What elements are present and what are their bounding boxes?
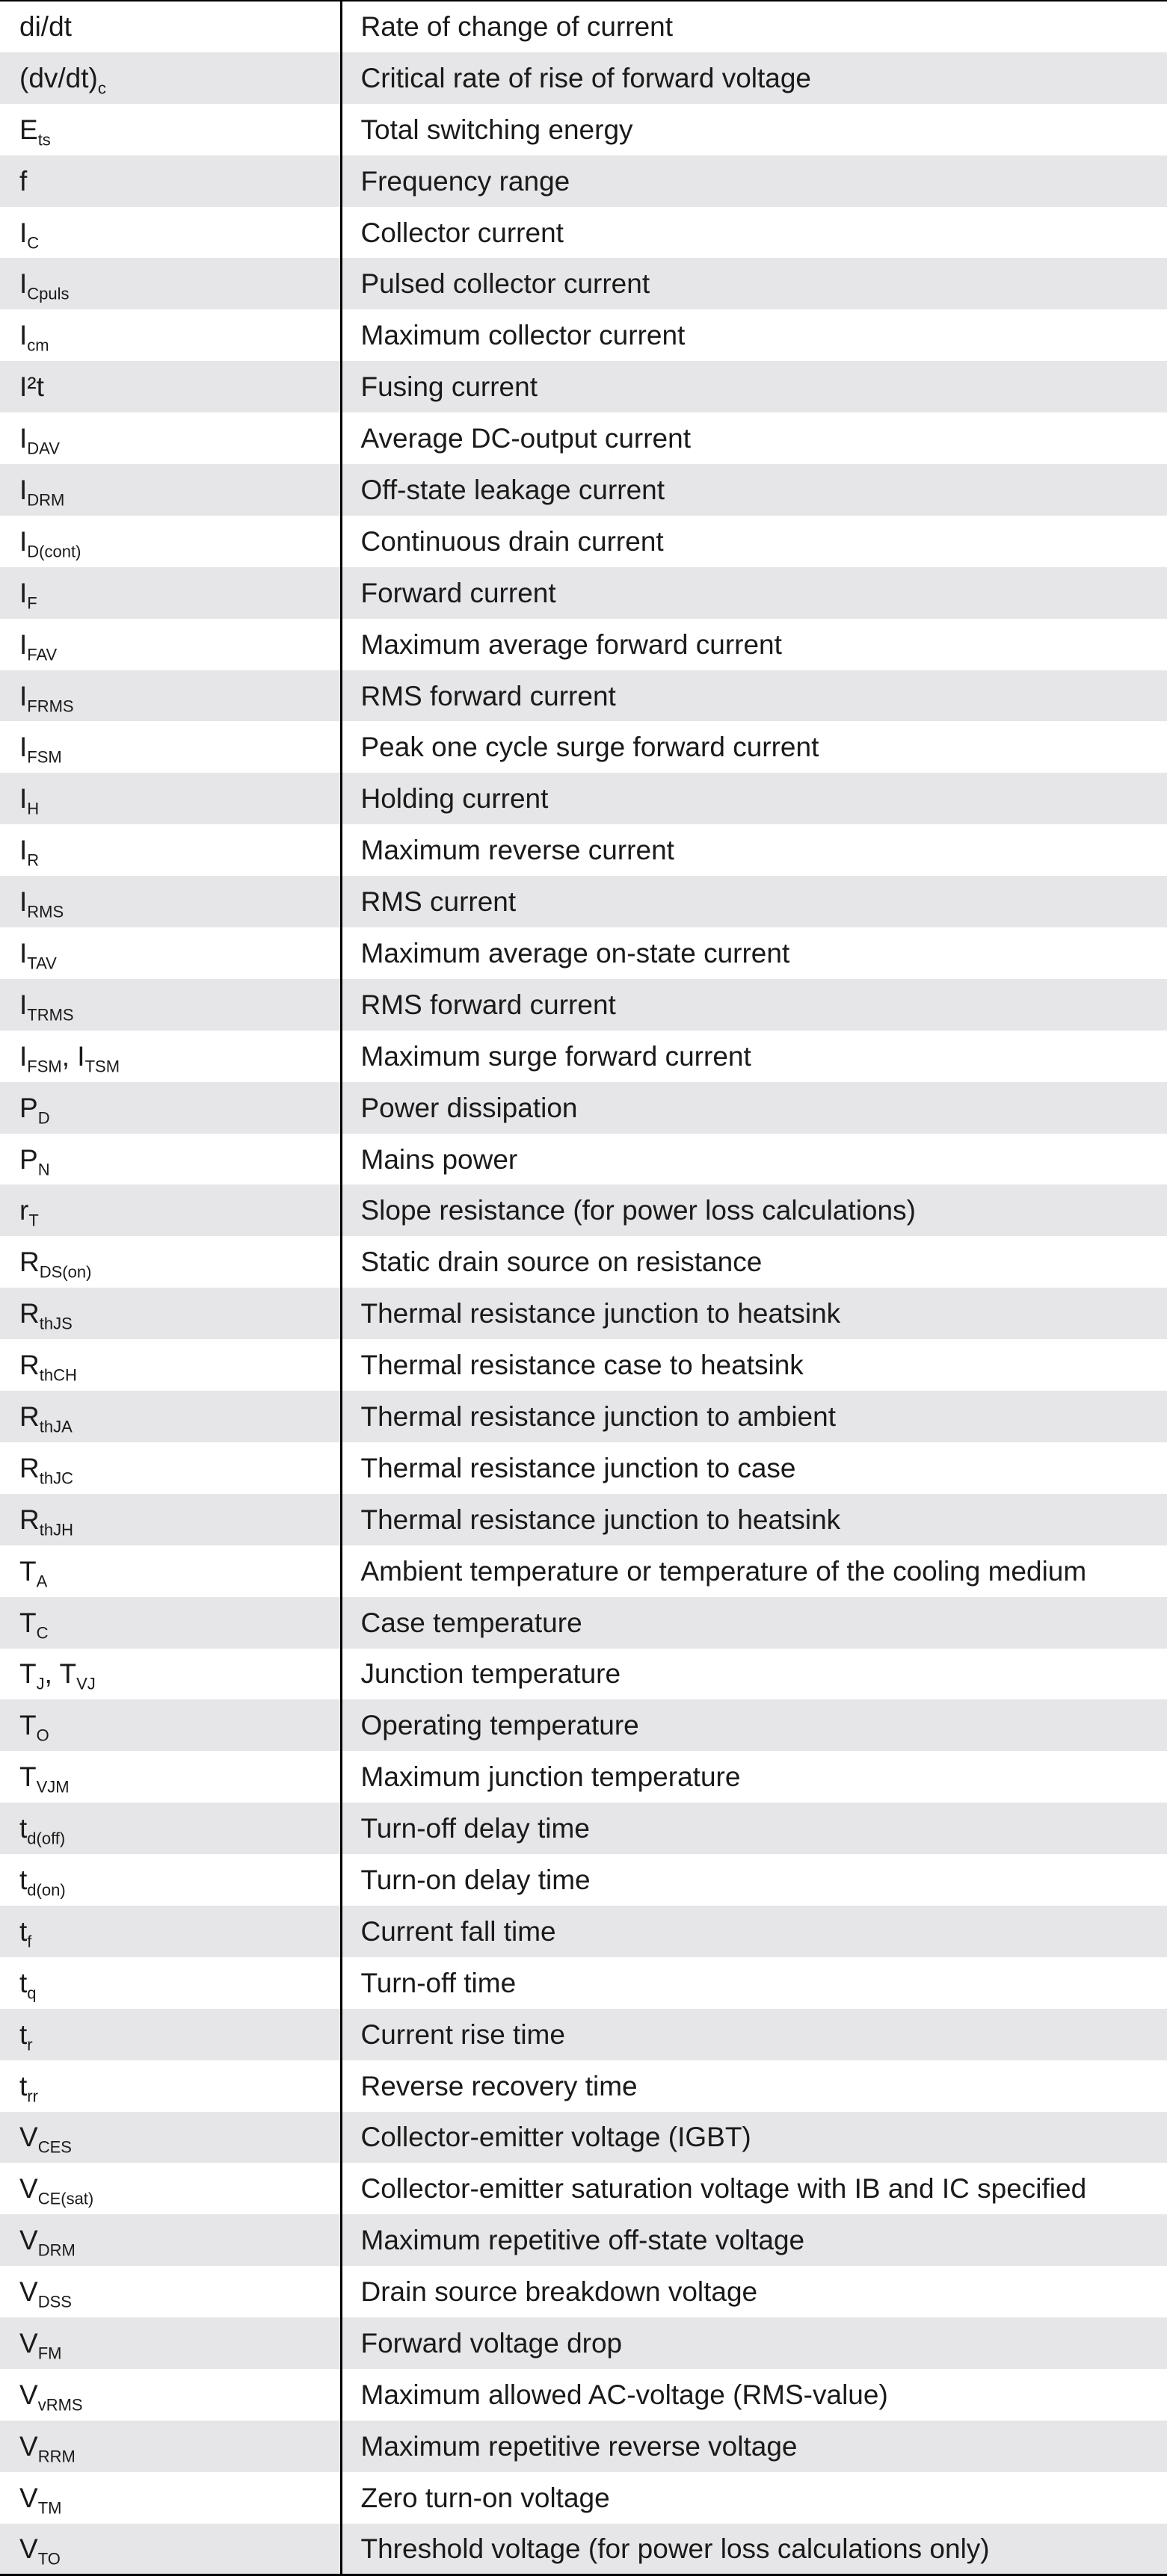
table-row bbox=[0, 1339, 1167, 1391]
symbol-subscript: TM bbox=[37, 2498, 62, 2518]
symbol-subscript: DSS bbox=[37, 2292, 72, 2311]
symbol-main: , T bbox=[44, 1658, 77, 1690]
symbol-main: T bbox=[19, 1710, 37, 1741]
table-row bbox=[0, 2369, 1167, 2421]
symbol-cell bbox=[0, 1031, 341, 1082]
description-cell: Critical rate of rise of forward voltage bbox=[360, 62, 812, 93]
symbol-cell bbox=[0, 773, 341, 824]
description-cell: Forward current bbox=[360, 577, 556, 608]
symbol-subscript: cm bbox=[27, 336, 49, 355]
symbol-main: V bbox=[19, 2276, 38, 2308]
table-row bbox=[0, 1854, 1167, 1906]
description-cell: Turn-off time bbox=[360, 1967, 517, 1998]
symbol-main: T bbox=[19, 1761, 37, 1793]
description-cell: Power dissipation bbox=[360, 1092, 578, 1123]
symbol-subscript: R bbox=[27, 850, 40, 870]
symbol-main: T bbox=[19, 1555, 37, 1587]
symbol-subscript: rr bbox=[27, 2086, 38, 2105]
symbol-cell bbox=[0, 1751, 341, 1803]
symbol-subscript: D(cont) bbox=[27, 542, 81, 561]
table-row bbox=[0, 721, 1167, 773]
symbol-main: I bbox=[19, 680, 28, 711]
description-cell: Maximum surge forward current bbox=[360, 1040, 751, 1072]
symbol-cell bbox=[0, 927, 341, 979]
table-row bbox=[0, 567, 1167, 619]
symbol-subscript: DAV bbox=[27, 439, 60, 458]
symbol-subscript: RRM bbox=[37, 2447, 76, 2466]
symbol-cell bbox=[0, 1082, 341, 1134]
symbol-cell bbox=[0, 1494, 341, 1545]
description-cell: Average DC-output current bbox=[360, 423, 691, 454]
symbol-subscript: C bbox=[36, 1622, 49, 1642]
symbol-subscript: F bbox=[27, 593, 37, 613]
symbol-subscript: FSM bbox=[27, 747, 62, 767]
table-row bbox=[0, 1751, 1167, 1803]
symbol-cell bbox=[0, 2214, 341, 2266]
symbol-main: T bbox=[19, 1607, 37, 1638]
symbol-cell bbox=[0, 516, 341, 567]
description-cell: Maximum reverse current bbox=[360, 835, 674, 866]
symbol-cell bbox=[0, 1236, 341, 1288]
symbol-cell bbox=[0, 1906, 341, 1957]
symbol-subscript: vRMS bbox=[37, 2395, 83, 2415]
table-row bbox=[0, 670, 1167, 722]
table-row bbox=[0, 2317, 1167, 2369]
symbol-subscript: CE(sat) bbox=[37, 2189, 94, 2208]
symbol-main: I bbox=[19, 268, 28, 300]
table-row bbox=[0, 1906, 1167, 1957]
description-cell: Maximum junction temperature bbox=[360, 1761, 741, 1793]
symbol-main: t bbox=[19, 1915, 28, 1947]
symbol-main: R bbox=[19, 1452, 40, 1483]
description-cell: RMS forward current bbox=[360, 680, 616, 711]
table-row bbox=[0, 2421, 1167, 2472]
symbol-subscript: H bbox=[27, 799, 40, 818]
symbol-cell bbox=[0, 2472, 341, 2524]
table-row bbox=[0, 1957, 1167, 2009]
symbol-cell bbox=[0, 876, 341, 927]
symbol-main: t bbox=[19, 2019, 28, 2050]
symbol-cell bbox=[0, 2163, 341, 2214]
symbol-cell bbox=[0, 1803, 341, 1854]
symbol-subscript: TSM bbox=[84, 1057, 120, 1076]
symbol-main: I bbox=[19, 474, 28, 505]
symbol-main: I bbox=[19, 423, 28, 454]
symbol-cell bbox=[0, 207, 341, 259]
symbol-main: V bbox=[19, 2225, 38, 2256]
symbol-main: I bbox=[19, 577, 28, 608]
symbol-subscript: TO bbox=[37, 2549, 61, 2569]
table-row bbox=[0, 1288, 1167, 1339]
description-cell: Frequency range bbox=[360, 165, 570, 197]
symbol-subscript: d(on) bbox=[27, 1880, 66, 1900]
description-cell: Collector-emitter saturation voltage with IB and IC specified bbox=[360, 2173, 1087, 2205]
table-row bbox=[0, 1236, 1167, 1288]
symbol-cell bbox=[0, 464, 341, 516]
symbol-main: t bbox=[19, 1865, 28, 1895]
table-row bbox=[0, 2472, 1167, 2524]
symbol-cell bbox=[0, 1957, 341, 2009]
description-cell: Rate of change of current bbox=[360, 11, 674, 43]
description-cell: Static drain source on resistance bbox=[360, 1247, 763, 1278]
table-row bbox=[0, 1597, 1167, 1649]
symbol-main: I²t bbox=[19, 371, 44, 403]
table-row bbox=[0, 1391, 1167, 1442]
symbol-cell bbox=[0, 2524, 341, 2575]
table-row bbox=[0, 2060, 1167, 2112]
description-cell: RMS forward current bbox=[360, 989, 616, 1020]
description-cell: Junction temperature bbox=[360, 1658, 621, 1690]
symbol-subscript: Cpuls bbox=[27, 284, 70, 303]
table-row bbox=[0, 1, 1167, 52]
description-cell: Thermal resistance case to heatsink bbox=[360, 1350, 804, 1381]
symbol-main: I bbox=[19, 989, 28, 1020]
description-cell: Maximum repetitive reverse voltage bbox=[360, 2430, 798, 2462]
table-row bbox=[0, 1649, 1167, 1700]
description-cell: Current rise time bbox=[360, 2019, 565, 2050]
symbol-subscript: ts bbox=[37, 130, 51, 149]
description-cell: Slope resistance (for power loss calculations) bbox=[360, 1195, 916, 1226]
symbol-cell bbox=[0, 1339, 341, 1391]
table-row bbox=[0, 2266, 1167, 2317]
symbol-subscript: thJH bbox=[39, 1520, 73, 1539]
symbol-cell bbox=[0, 52, 341, 104]
symbol-cell bbox=[0, 309, 341, 361]
symbol-cell bbox=[0, 824, 341, 876]
table-row bbox=[0, 413, 1167, 464]
symbol-main: I bbox=[19, 732, 28, 763]
symbol-cell bbox=[0, 2112, 341, 2163]
symbol-main: I bbox=[19, 217, 28, 248]
symbol-main: I bbox=[19, 320, 28, 351]
symbol-cell bbox=[0, 2369, 341, 2421]
symbol-cell bbox=[0, 258, 341, 309]
symbol-main: P bbox=[19, 1092, 38, 1123]
table-row bbox=[0, 1699, 1167, 1751]
table-row bbox=[0, 361, 1167, 413]
symbol-cell bbox=[0, 1854, 341, 1906]
symbol-cell bbox=[0, 104, 341, 155]
symbol-main: I bbox=[19, 1040, 28, 1072]
table-row bbox=[0, 2009, 1167, 2060]
description-cell: Maximum allowed AC-voltage (RMS-value) bbox=[360, 2379, 888, 2410]
symbol-cell bbox=[0, 2421, 341, 2472]
table-row bbox=[0, 464, 1167, 516]
symbol-main: I bbox=[19, 525, 28, 557]
symbol-cell bbox=[0, 721, 341, 773]
table-row bbox=[0, 1134, 1167, 1185]
symbol-table-body bbox=[0, 1, 1167, 2575]
symbol-cell bbox=[0, 2266, 341, 2317]
table-row bbox=[0, 773, 1167, 824]
symbol-main: I bbox=[19, 835, 28, 866]
description-cell: Operating temperature bbox=[360, 1710, 639, 1741]
table-row bbox=[0, 104, 1167, 155]
table-row bbox=[0, 824, 1167, 876]
description-cell: Maximum average forward current bbox=[360, 628, 782, 660]
symbol-subscript: DRM bbox=[37, 2240, 76, 2260]
description-cell: Drain source breakdown voltage bbox=[360, 2276, 758, 2308]
description-cell: Thermal resistance junction to case bbox=[360, 1452, 796, 1483]
symbol-subscript: C bbox=[27, 232, 40, 252]
description-cell: Collector-emitter voltage (IGBT) bbox=[360, 2122, 751, 2153]
description-cell: Zero turn-on voltage bbox=[360, 2482, 610, 2513]
symbol-subscript: A bbox=[36, 1572, 48, 1591]
description-cell: Mains power bbox=[360, 1143, 518, 1175]
symbol-main: R bbox=[19, 1247, 40, 1278]
symbol-main: T bbox=[19, 1658, 37, 1690]
description-cell: Holding current bbox=[360, 783, 549, 815]
description-cell: Ambient temperature or temperature of the cooling medium bbox=[360, 1555, 1087, 1587]
table-row bbox=[0, 1545, 1167, 1597]
symbol-subscript: TRMS bbox=[27, 1005, 74, 1025]
symbol-subscript: q bbox=[27, 1983, 37, 2003]
description-cell: Reverse recovery time bbox=[360, 2070, 638, 2101]
symbol-main: t bbox=[19, 1813, 28, 1844]
symbol-cell bbox=[0, 670, 341, 722]
symbol-cell bbox=[0, 361, 341, 413]
symbol-main: R bbox=[19, 1350, 40, 1381]
symbol-main: P bbox=[19, 1143, 38, 1175]
symbol-cell bbox=[0, 1545, 341, 1597]
symbol-cell bbox=[0, 1442, 341, 1494]
description-cell: Thermal resistance junction to heatsink bbox=[360, 1298, 841, 1329]
symbol-main: V bbox=[19, 2122, 38, 2153]
table-row bbox=[0, 1184, 1167, 1236]
table-row bbox=[0, 1494, 1167, 1545]
symbol-subscript: thJC bbox=[39, 1468, 73, 1488]
symbol-main: di/dt bbox=[19, 11, 72, 43]
description-cell: Maximum average on-state current bbox=[360, 937, 790, 969]
description-cell: Turn-on delay time bbox=[360, 1865, 591, 1895]
table-row bbox=[0, 1442, 1167, 1494]
symbol-cell bbox=[0, 1597, 341, 1649]
description-cell: Current fall time bbox=[360, 1915, 556, 1947]
description-cell: Maximum repetitive off-state voltage bbox=[360, 2225, 805, 2256]
description-cell: Case temperature bbox=[360, 1607, 582, 1638]
symbol-subscript: FSM bbox=[27, 1057, 62, 1076]
table-row bbox=[0, 155, 1167, 207]
description-cell: Thermal resistance junction to heatsink bbox=[360, 1504, 841, 1535]
symbol-cell bbox=[0, 567, 341, 619]
symbol-main: t bbox=[19, 2070, 28, 2101]
symbol-subscript: f bbox=[27, 1932, 32, 1951]
table-row bbox=[0, 1803, 1167, 1854]
table-row bbox=[0, 52, 1167, 104]
symbol-subscript: VJM bbox=[36, 1777, 70, 1797]
symbol-main: E bbox=[19, 114, 38, 145]
symbol-subscript: VJ bbox=[76, 1674, 96, 1693]
symbol-main: V bbox=[19, 2533, 38, 2564]
description-cell: Maximum collector current bbox=[360, 320, 686, 351]
symbol-subscript: thJA bbox=[39, 1417, 73, 1436]
table-row bbox=[0, 2112, 1167, 2163]
description-cell: Threshold voltage (for power loss calculations only) bbox=[360, 2533, 990, 2564]
symbol-main: I bbox=[19, 886, 28, 918]
description-cell: Forward voltage drop bbox=[360, 2328, 623, 2359]
symbol-subscript: RMS bbox=[27, 902, 64, 921]
symbol-cell bbox=[0, 1134, 341, 1185]
symbol-subscript: N bbox=[37, 1159, 50, 1179]
description-cell: Continuous drain current bbox=[360, 525, 664, 557]
symbol-cell bbox=[0, 2009, 341, 2060]
symbol-main: t bbox=[19, 1967, 28, 1998]
table-row bbox=[0, 979, 1167, 1031]
symbol-cell bbox=[0, 2317, 341, 2369]
symbol-main: I bbox=[19, 937, 28, 969]
symbol-cell bbox=[0, 1, 341, 52]
symbol-main: R bbox=[19, 1298, 40, 1329]
table-row bbox=[0, 927, 1167, 979]
description-cell: Off-state leakage current bbox=[360, 474, 665, 505]
table-row bbox=[0, 516, 1167, 567]
symbol-main: f bbox=[19, 165, 28, 197]
table-row bbox=[0, 2214, 1167, 2266]
description-cell: Peak one cycle surge forward current bbox=[360, 732, 819, 763]
symbol-subscript: r bbox=[27, 2035, 33, 2054]
symbol-subscript: CES bbox=[37, 2137, 72, 2157]
symbol-subscript: T bbox=[28, 1211, 39, 1230]
symbol-main: , I bbox=[61, 1040, 85, 1072]
symbol-subscript: thJS bbox=[39, 1314, 73, 1333]
symbol-subscript: DRM bbox=[27, 490, 65, 510]
table-row bbox=[0, 309, 1167, 361]
symbol-cell bbox=[0, 2060, 341, 2112]
table-row bbox=[0, 2163, 1167, 2214]
symbol-main: r bbox=[19, 1195, 29, 1226]
symbol-cell bbox=[0, 1649, 341, 1700]
table-row bbox=[0, 876, 1167, 927]
symbol-subscript: O bbox=[36, 1726, 49, 1745]
symbol-main: R bbox=[19, 1400, 40, 1432]
table-row bbox=[0, 1082, 1167, 1134]
symbol-cell bbox=[0, 1699, 341, 1751]
symbol-main: V bbox=[19, 2328, 38, 2359]
symbol-subscript: J bbox=[36, 1674, 45, 1693]
description-cell: Total switching energy bbox=[360, 114, 633, 145]
description-cell: Fusing current bbox=[360, 371, 538, 403]
symbol-subscript: D bbox=[37, 1108, 50, 1127]
symbol-subscript: c bbox=[97, 78, 106, 98]
symbol-subscript: d(off) bbox=[27, 1829, 66, 1848]
symbol-subscript: FAV bbox=[27, 644, 58, 664]
description-cell: Thermal resistance junction to ambient bbox=[360, 1400, 836, 1432]
description-cell: Pulsed collector current bbox=[360, 268, 650, 300]
symbol-main: I bbox=[19, 783, 28, 815]
table-row bbox=[0, 207, 1167, 259]
table-row bbox=[0, 619, 1167, 670]
symbol-main: V bbox=[19, 2379, 38, 2410]
table-row bbox=[0, 258, 1167, 309]
symbol-subscript: FRMS bbox=[27, 696, 74, 715]
description-cell: Collector current bbox=[360, 217, 564, 248]
symbol-main: V bbox=[19, 2430, 38, 2462]
symbol-main: V bbox=[19, 2482, 38, 2513]
symbol-cell bbox=[0, 1184, 341, 1236]
symbol-cell bbox=[0, 979, 341, 1031]
symbol-cell bbox=[0, 413, 341, 464]
symbol-subscript: TAV bbox=[27, 954, 57, 973]
symbol-subscript: thCH bbox=[39, 1365, 77, 1385]
symbol-main: (dv/dt) bbox=[19, 62, 98, 93]
table-row bbox=[0, 2524, 1167, 2575]
symbol-main: I bbox=[19, 628, 28, 660]
symbol-cell bbox=[0, 155, 341, 207]
symbol-cell bbox=[0, 1288, 341, 1339]
symbol-cell bbox=[0, 619, 341, 670]
symbol-cell bbox=[0, 1391, 341, 1442]
symbol-subscript: DS(on) bbox=[39, 1262, 92, 1282]
symbol-main: V bbox=[19, 2173, 38, 2205]
description-cell: RMS current bbox=[360, 886, 517, 918]
symbol-subscript: FM bbox=[37, 2344, 62, 2363]
table-row bbox=[0, 1031, 1167, 1082]
description-cell: Turn-off delay time bbox=[360, 1813, 590, 1844]
symbol-main: R bbox=[19, 1504, 40, 1535]
